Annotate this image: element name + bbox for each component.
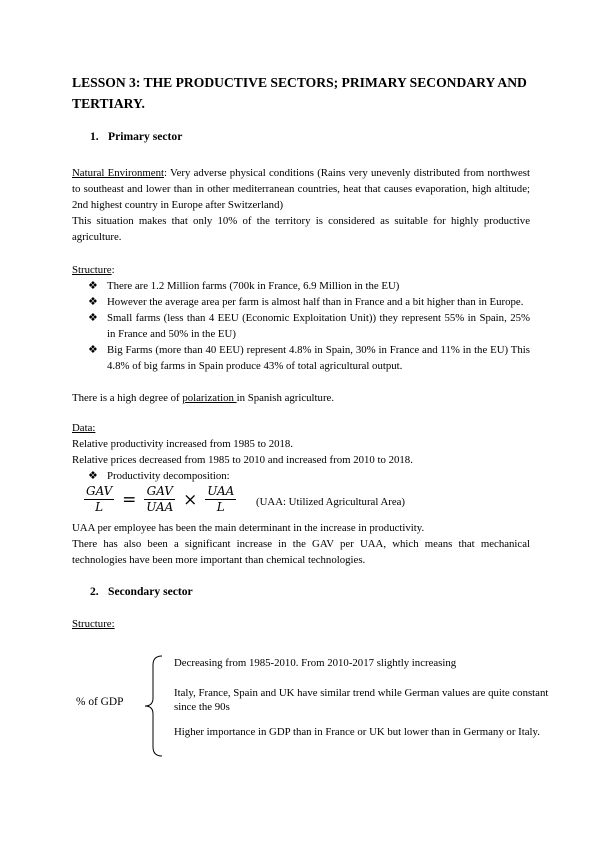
structure-bullet-list <box>88 278 530 374</box>
data-line: Relative prices decreased from 1985 to 2010 and increased from 2010 to 2018. <box>72 454 413 466</box>
diamond-bullet-icon: ❖ <box>88 312 98 324</box>
fraction-uaa-over-l <box>205 484 236 515</box>
structure-heading <box>72 262 530 278</box>
section-heading-primary <box>90 130 182 143</box>
bullet-text: Productivity decomposition: <box>107 470 230 482</box>
data-label: Data: <box>72 422 96 434</box>
denominator: L <box>216 500 225 514</box>
productivity-formula <box>84 484 236 515</box>
formula-note: (UAA: Utilized Agricultural Area) <box>256 496 406 508</box>
conclusion-line: UAA per employee has been the main determinant in the increase in productivity. <box>72 522 425 534</box>
natural-environment-text: : Very adverse physical conditions (Rains very unevenly distributed from northwest to southeast and lower than in other mediterranean countries, heat that causes evaporation, high altitude; 2nd highest country in Europe after Switzerland) <box>72 167 530 211</box>
bullet-text: There are 1.2 Million farms (700k in France, 6.9 Million in the EU) <box>107 280 400 292</box>
diamond-bullet-icon: ❖ <box>88 296 98 308</box>
polarization-before: There is a high degree of <box>72 392 183 404</box>
list-item <box>88 468 530 484</box>
multiply-sign: × <box>183 489 198 510</box>
list-item <box>88 310 530 342</box>
gdp-item: Italy, France, Spain and UK have similar trend while German values are quite constant since the 90s <box>174 687 549 713</box>
natural-environment-label: Natural Environment <box>72 167 164 179</box>
conclusion-paragraph <box>72 520 530 568</box>
diamond-bullet-icon: ❖ <box>88 280 98 292</box>
conclusion-line: There has also been a significant increase in the GAV per UAA, which means that mechanical technologies have been more important than chemical technologies. <box>72 538 530 566</box>
polarization-after: in Spanish agriculture. <box>236 392 335 404</box>
denominator: L <box>95 500 104 514</box>
data-block <box>72 420 530 468</box>
section-title: Primary sector <box>108 130 183 143</box>
numerator: GAV <box>144 484 175 500</box>
section-title: Secondary sector <box>108 585 193 598</box>
gdp-label: % of GDP <box>76 696 124 708</box>
bullet-text: However the average area per farm is almost half than in France and a bit higher than in Europe. <box>107 296 524 308</box>
bullet-text: Small farms (less than 4 EEU (Economic Exploitation Unit)) they represent 55% in Spain, 25% in France and 50% in the EU) <box>107 312 530 340</box>
polarization-sentence <box>72 390 530 406</box>
secondary-structure-label: Structure: <box>72 618 115 630</box>
list-item <box>88 294 530 310</box>
bullet-text: Big Farms (more than 40 EEU) represent 4.8% in Spain, 30% in France and 11% in the EU) This 4.8% of big farms in Spain produce 43% of total agricultural output. <box>107 344 530 372</box>
section-number: 2. <box>90 585 99 598</box>
equals-sign: = <box>122 489 137 510</box>
section-number: 1. <box>90 130 99 143</box>
gdp-item: Higher importance in GDP than in France or UK but lower than in Germany or Italy. <box>174 726 540 738</box>
polarization-word: polarization <box>182 392 237 404</box>
structure-colon: : <box>111 264 115 276</box>
data-line: Relative productivity increased from 1985 to 2018. <box>72 438 293 450</box>
list-item <box>88 278 530 294</box>
diamond-bullet-icon: ❖ <box>88 470 98 482</box>
fraction-gav-over-l <box>84 484 114 515</box>
natural-environment-paragraph <box>72 165 530 245</box>
page-title: LESSON 3: THE PRODUCTIVE SECTORS; PRIMARY SECONDARY AND TERTIARY. <box>72 75 527 111</box>
curly-brace-icon <box>140 654 166 758</box>
fraction-gav-over-uaa <box>144 484 175 515</box>
diamond-bullet-icon: ❖ <box>88 344 98 356</box>
situation-text: This situation makes that only 10% of the territory is considered as suitable for highly productive agriculture. <box>72 215 530 243</box>
numerator: GAV <box>86 484 113 498</box>
decomposition-bullet-list <box>88 468 530 484</box>
denominator: UAA <box>146 500 174 514</box>
numerator: UAA <box>207 484 235 498</box>
structure-label: Structure <box>72 264 112 276</box>
list-item <box>88 342 530 374</box>
section-heading-secondary <box>90 585 193 598</box>
gdp-item: Decreasing from 1985-2010. From 2010-2017 slightly increasing <box>174 657 457 669</box>
